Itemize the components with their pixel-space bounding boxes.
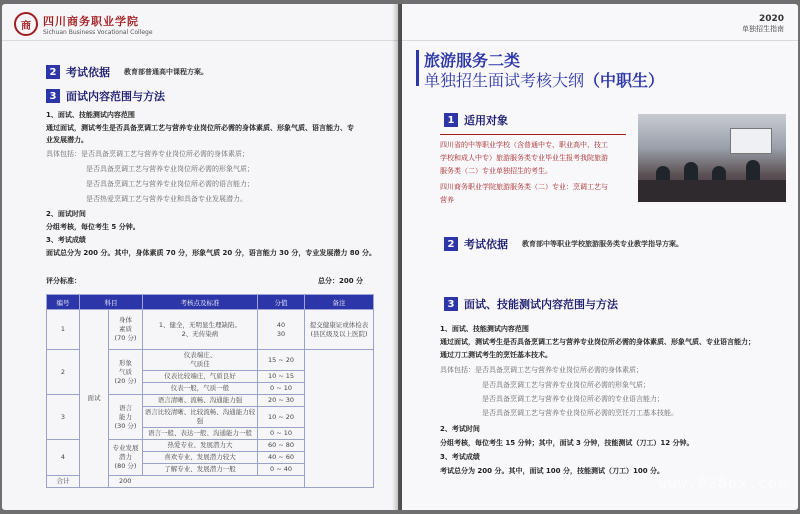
header-guide: 单独招生指南 [742, 25, 784, 33]
section-3-heading [46, 88, 165, 104]
note-cell: 提交健康证或体检表(县区级及以上医院) [305, 310, 374, 350]
body-line: 具体包括：是否具备烹调工艺与营养专业岗位所必需的身体素质； [46, 150, 249, 158]
criteria-cell: 喜欢专业、发展潜力较大 [143, 452, 258, 464]
score-cell: 20 ~ 30 [258, 395, 305, 407]
criteria-cell: 仪表端庄、 气质佳 [143, 350, 258, 371]
section-2-heading [444, 236, 683, 252]
target-text-line: 四川省的中等职业学校（含普通中专、职业高中、技工 [440, 141, 608, 149]
subject-cell: 身体 素质 (70 分) [109, 310, 143, 350]
body-line: 是否热爱烹调工艺与营养专业和具备专业发展潜力。 [86, 195, 247, 203]
subject-cell: 专业发展潜力 (80 分) [109, 440, 143, 476]
target-text-line: 学校和成人中专）旅游服务类专业毕业生报考我院旅游 [440, 154, 608, 162]
category-cell: 面试 [80, 310, 109, 488]
body-line: 1、面试、技能测试内容范围 [440, 325, 529, 333]
section-title: 考试依据 [66, 66, 110, 79]
table-header: 编号 [47, 295, 80, 310]
section-number: 3 [46, 89, 60, 103]
criteria-cell: 仪表一般，气质一般 [143, 383, 258, 395]
score-cell: 0 ~ 10 [258, 383, 305, 395]
body-line: 通过刀工测试考生的烹饪基本技术。 [440, 351, 552, 359]
title-accent-bar [416, 50, 419, 86]
right-page [402, 4, 798, 510]
table-header: 考核点及标准 [143, 295, 258, 310]
score-cell: 40 30 [258, 310, 305, 350]
row-number: 3 [47, 395, 80, 440]
section-number: 2 [444, 237, 458, 251]
header-year: 2020 [758, 14, 784, 24]
section-note: 教育部普通高中课程方案。 [124, 68, 208, 76]
total-score-label: 总分：200 分 [318, 277, 364, 285]
target-text-line: 四川商务职业学院旅游服务类（二）专业：烹调工艺与 [440, 183, 608, 191]
college-logo [14, 12, 153, 36]
table-header: 备注 [305, 295, 374, 310]
page-title: 旅游服务二类 [424, 51, 521, 70]
page-subtitle-suffix: （中职生） [584, 71, 665, 90]
criteria-cell: 热爱专业、发展潜力大 [143, 440, 258, 452]
target-text-line: 服务类（二）专业单独招生的考生。 [440, 167, 552, 175]
college-seal-icon: 商 [14, 12, 38, 36]
score-cell: 40 ~ 60 [258, 452, 305, 464]
body-line: 面试总分为 200 分。其中，身体素质 70 分，形象气质 20 分，语言能力 30 分，专业发展潜力 80 分。 [46, 249, 376, 257]
section-title: 适用对象 [464, 114, 508, 127]
page-subtitle [424, 68, 664, 91]
section-title: 面试、技能测试内容范围与方法 [464, 298, 618, 311]
section-2-heading [46, 64, 208, 80]
body-line: 考试总分为 200 分。其中，面试 100 分，技能测试（刀工）100 分。 [440, 467, 665, 475]
body-line: 1、面试、技能测试内容范围 [46, 111, 135, 119]
header-divider [2, 40, 398, 41]
body-line: 通过面试，测试考生是否具备烹调工艺与营养专业岗位所必需的身体素质、形象气质、语言能力、专 [46, 124, 354, 132]
section-3-heading [444, 296, 618, 312]
header-divider [402, 40, 798, 41]
criteria-cell: 语言清晰、流畅、沟通能力强 [143, 395, 258, 407]
criteria-cell: 1、健全，无明显生理缺陷。 2、无传染病 [143, 310, 258, 350]
row-number: 1 [47, 310, 80, 350]
body-line: 分组考核，每位考生 15 分钟；其中，面试 3 分钟，技能测试（刀工）12 分钟。 [440, 439, 694, 447]
projector-screen [730, 128, 772, 154]
page-header [742, 14, 784, 34]
subject-cell: 语言 能力 (30 分) [109, 395, 143, 440]
section-note: 教育部中等职业学校旅游服务类专业教学指导方案。 [522, 240, 683, 248]
criteria-cell: 仪表比较端庄，气质良好 [143, 371, 258, 383]
red-rule [440, 134, 626, 135]
section-title: 考试依据 [464, 238, 508, 251]
section-1-heading [444, 112, 508, 128]
body-line: 是否具备烹调工艺与营养专业岗位所必需的专业语言能力； [482, 395, 664, 403]
score-cell: 10 ~ 20 [258, 407, 305, 428]
body-line: 分组考核，每位考生 5 分钟。 [46, 223, 140, 231]
criteria-cell: 语言一般、表达一般、沟通能力一般 [143, 428, 258, 440]
body-line: 是否具备烹调工艺与营养专业岗位所必需的形象气质； [482, 381, 650, 389]
section-number: 1 [444, 113, 458, 127]
body-line: 通过面试，测试考生是否具备烹调工艺与营养专业岗位所必需的身体素质、形象气质、专业语言能力； [440, 338, 755, 346]
classroom-desk [638, 180, 786, 202]
total-label: 合计 [47, 476, 80, 488]
logo-chinese-name: 四川商务职业学院 [43, 14, 139, 28]
score-cell: 60 ~ 80 [258, 440, 305, 452]
criteria-cell: 了解专业、发展潜力一般 [143, 464, 258, 476]
row-number: 2 [47, 350, 80, 395]
row-number: 4 [47, 440, 80, 476]
site-watermark: www.028px.com [657, 474, 788, 492]
body-line: 业发展潜力。 [46, 136, 88, 144]
section-number: 3 [444, 297, 458, 311]
score-standard-label: 评分标准： [46, 277, 81, 285]
body-line: 是否具备烹调工艺与营养专业岗位所必需的语言能力； [86, 180, 254, 188]
table-header: 科目 [80, 295, 143, 310]
score-cell: 15 ~ 20 [258, 350, 305, 371]
body-line: 2、考试时间 [440, 425, 480, 433]
body-line: 是否具备烹调工艺与营养专业岗位所必需的形象气质； [86, 165, 254, 173]
criteria-cell: 语言比较清晰、比较流畅、沟通能力较强 [143, 407, 258, 428]
body-line: 2、面试时间 [46, 210, 86, 218]
score-table [46, 294, 374, 488]
section-title: 面试内容范围与方法 [66, 90, 165, 103]
body-line: 是否具备烹调工艺与营养专业岗位所必需的烹饪刀工基本技能。 [482, 409, 678, 417]
section-number: 2 [46, 65, 60, 79]
table-row [47, 310, 374, 350]
left-page [2, 4, 398, 510]
body-line: 3、考试成绩 [46, 236, 86, 244]
score-cell: 0 ~ 10 [258, 428, 305, 440]
total-value: 200 [109, 476, 305, 488]
logo-english-name: Sichuan Business Vocational College [43, 28, 153, 36]
subject-cell: 形象 气质 (20 分) [109, 350, 143, 395]
score-cell: 10 ~ 15 [258, 371, 305, 383]
page-subtitle-main: 单独招生面试考核大纲 [424, 71, 585, 90]
table-header: 分值 [258, 295, 305, 310]
body-line: 3、考试成绩 [440, 453, 480, 461]
score-cell: 0 ~ 40 [258, 464, 305, 476]
classroom-photo [638, 114, 786, 202]
target-text-line: 营养 [440, 196, 454, 204]
body-line: 具体包括：是否具备烹调工艺与营养专业岗位所必需的身体素质； [440, 366, 643, 374]
note-cell [305, 350, 374, 488]
